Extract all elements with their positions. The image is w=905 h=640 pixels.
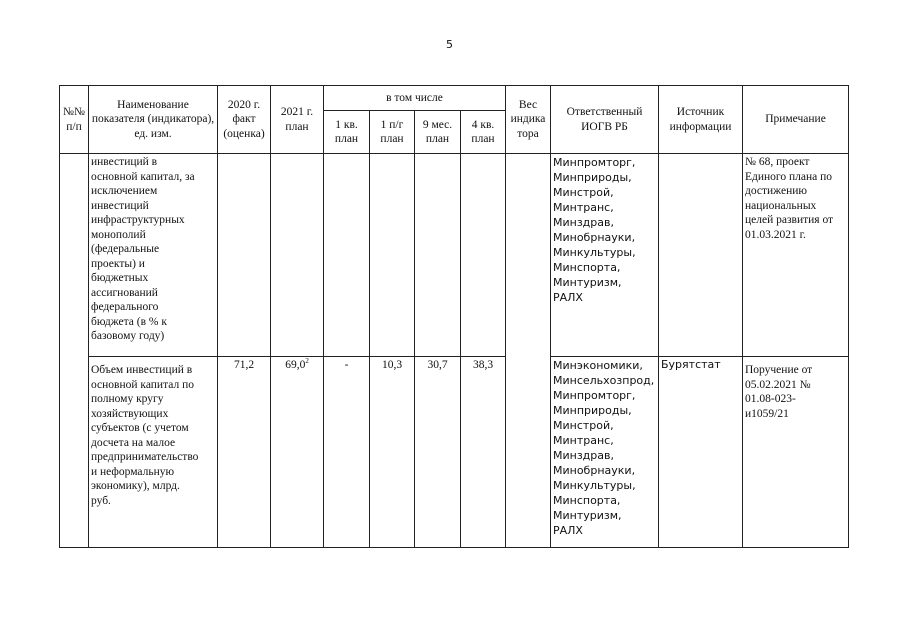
text-line: руб. bbox=[91, 494, 111, 507]
q1-cell: - bbox=[324, 357, 370, 548]
text-line: Минтуризм, bbox=[553, 276, 622, 289]
q4-cell bbox=[461, 154, 506, 357]
header-responsible: Ответственный ИОГВ РБ bbox=[551, 86, 659, 154]
h1-cell bbox=[370, 154, 415, 357]
plan-2021-cell: 69,0$^2$ bbox=[271, 357, 324, 548]
text-line: основной капитал по bbox=[91, 378, 194, 391]
text-line: Минсельхозпрод, bbox=[553, 374, 655, 387]
table-row bbox=[60, 357, 849, 548]
text-line: ассигнований bbox=[91, 286, 158, 299]
text-line: Минкультуры, bbox=[553, 246, 636, 259]
header-index: №№ п/п bbox=[60, 86, 89, 154]
text-line: Минспорта, bbox=[553, 494, 621, 507]
text-line: Минтуризм, bbox=[553, 509, 622, 522]
text-line: № 68, проект bbox=[745, 156, 810, 168]
text-line: Минстрой, bbox=[553, 419, 614, 432]
text-line: 01.03.2021 г. bbox=[745, 228, 806, 241]
text-line: Минэкономики, bbox=[553, 359, 643, 372]
header-note: Примечание bbox=[743, 86, 849, 154]
text-line: проекты) и bbox=[91, 257, 145, 270]
header-source: Источник информации bbox=[659, 86, 743, 154]
text-line: Минобрнауки, bbox=[553, 464, 636, 477]
header-q4: 4 кв. план bbox=[461, 111, 506, 154]
header-name: Наименование показателя (индикатора), ед. изм. bbox=[89, 86, 218, 154]
source-cell: Бурятстат bbox=[659, 357, 743, 548]
text-line: инвестиций в bbox=[91, 156, 158, 168]
weight-cell bbox=[506, 154, 551, 548]
indicator-name bbox=[89, 154, 218, 357]
q4-cell: 38,3 bbox=[461, 357, 506, 548]
text-line: РАЛХ bbox=[553, 524, 583, 537]
note-cell bbox=[743, 154, 849, 357]
text-line: 01.08-023- bbox=[745, 393, 796, 405]
text-line: и1059/21 bbox=[745, 407, 789, 420]
header-fact-2020: 2020 г. факт (оценка) bbox=[218, 86, 271, 154]
text-line: полному кругу bbox=[91, 393, 164, 405]
header-m9: 9 мес. план bbox=[415, 111, 461, 154]
header-including: в том числе bbox=[324, 86, 506, 111]
indicator-name bbox=[89, 357, 218, 548]
fact-2020-cell bbox=[218, 154, 271, 357]
plan-2021-cell bbox=[271, 154, 324, 357]
text-line: субъектов (с учетом bbox=[91, 422, 189, 434]
text-line: и неформальную bbox=[91, 465, 175, 478]
text-line: Минтранс, bbox=[553, 434, 614, 447]
text-line: бюджета (в % к bbox=[91, 315, 167, 328]
text-line: бюджетных bbox=[91, 272, 149, 284]
text-line: Поручение от bbox=[745, 364, 813, 376]
text-line: федерального bbox=[91, 301, 159, 313]
text-line: Минпромторг, bbox=[553, 156, 636, 169]
text-line: достижению bbox=[745, 185, 807, 197]
note-cell bbox=[743, 357, 849, 548]
text-line: экономику), млрд. bbox=[91, 480, 180, 492]
text-line: Минздрав, bbox=[553, 449, 614, 462]
text-line: монополий bbox=[91, 228, 146, 241]
text-line: Объем инвестиций в bbox=[91, 364, 193, 376]
text-line: национальных bbox=[745, 199, 817, 212]
text-line: Минкультуры, bbox=[553, 479, 636, 492]
text-line: базовому году) bbox=[91, 330, 165, 342]
text-line: исключением bbox=[91, 185, 158, 197]
text-line: хозяйствующих bbox=[91, 407, 169, 420]
text-line: Минприроды, bbox=[553, 171, 632, 184]
page-number: 5 bbox=[446, 38, 453, 51]
responsible-cell bbox=[551, 154, 659, 357]
m9-cell: 30,7 bbox=[415, 357, 461, 548]
header-h1: 1 п/г план bbox=[370, 111, 415, 154]
text-line: Единого плана по bbox=[745, 170, 833, 183]
text-line: (федеральные bbox=[91, 243, 160, 255]
text-line: основной капитал, за bbox=[91, 170, 195, 183]
h1-cell: 10,3 bbox=[370, 357, 415, 548]
m9-cell bbox=[415, 154, 461, 357]
text-line: РАЛХ bbox=[553, 291, 583, 304]
text-line: Минприроды, bbox=[553, 404, 632, 417]
source-cell bbox=[659, 154, 743, 357]
text-line: Минобрнауки, bbox=[553, 231, 636, 244]
text-line: целей развития от bbox=[745, 214, 834, 226]
text-line: Минздрав, bbox=[553, 216, 614, 229]
text-line: инвестиций bbox=[91, 199, 149, 212]
header-plan-2021: 2021 г. план bbox=[271, 86, 324, 154]
text-line: предпринимательство bbox=[91, 451, 199, 463]
text-line: 05.02.2021 № bbox=[745, 378, 811, 391]
header-weight: Вес индика тора bbox=[506, 86, 551, 154]
text-line: Минспорта, bbox=[553, 261, 621, 274]
text-line: Минстрой, bbox=[553, 186, 614, 199]
text-line: досчета на малое bbox=[91, 436, 176, 449]
text-line: инфраструктурных bbox=[91, 214, 185, 226]
text-line: Минтранс, bbox=[553, 201, 614, 214]
index-cell bbox=[60, 154, 89, 548]
fact-2020-cell: 71,2 bbox=[218, 357, 271, 548]
q1-cell bbox=[324, 154, 370, 357]
indicators-table bbox=[59, 85, 849, 548]
text-line: Минпромторг, bbox=[553, 389, 636, 402]
header-q1: 1 кв. план bbox=[324, 111, 370, 154]
responsible-cell bbox=[551, 357, 659, 548]
table-row bbox=[60, 154, 849, 357]
